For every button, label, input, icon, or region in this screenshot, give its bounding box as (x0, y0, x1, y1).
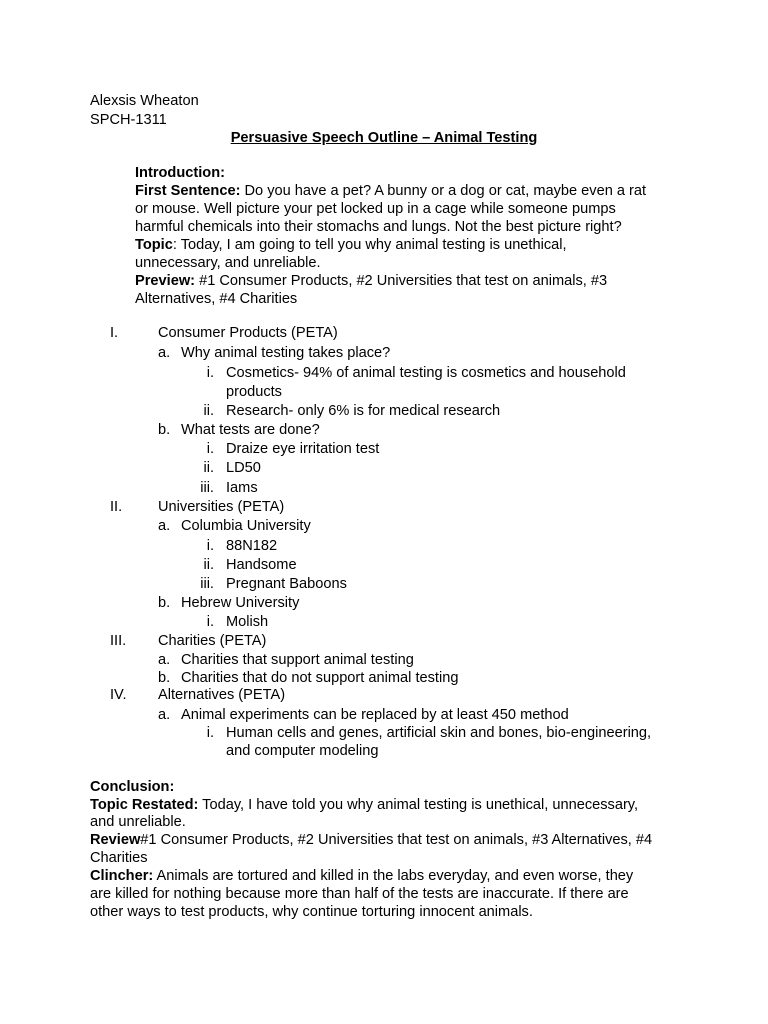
outline-item-human-cells-line-1: Human cells and genes, artificial skin and bones, bio-engineering, (226, 725, 652, 741)
outline-item-research: Research- only 6% is for medical research (226, 403, 501, 419)
outline-letter: a. (158, 518, 171, 534)
outline-numeral-II: II. (110, 499, 123, 515)
topic-restated-line-1: Topic Restated: Today, I have told you why animal testing is unethical, unnecessary, (90, 797, 639, 813)
outline-letter: a. (158, 707, 171, 723)
review-line-1: Review#1 Consumer Products, #2 Universities that test on animals, #3 Alternatives, #4 (90, 832, 653, 848)
outline-item-pregnant-baboons: Pregnant Baboons (226, 576, 347, 592)
outline-item-replaced: Animal experiments can be replaced by at least 450 method (181, 707, 569, 723)
outline-item-support-testing: Charities that support animal testing (181, 652, 414, 668)
first-sentence-line-2: or mouse. Well picture your pet locked up in a cage while someone pumps (135, 201, 616, 217)
outline-item-human-cells-line-2: and computer modeling (226, 743, 379, 759)
outline-letter: b. (158, 422, 171, 438)
topic-line-2: unnecessary, and unreliable. (135, 255, 321, 271)
outline-item-cosmetics-line-1: Cosmetics- 94% of animal testing is cosmetics and household (226, 365, 626, 381)
introduction-heading: Introduction: (135, 165, 225, 181)
outline-roman-small: i. (206, 614, 214, 630)
outline-item-charities: Charities (PETA) (158, 633, 267, 649)
topic-label: Topic (135, 237, 173, 253)
outline-item-88n182: 88N182 (226, 538, 278, 554)
first-sentence-line-1: First Sentence: Do you have a pet? A bunny or a dog or cat, maybe even a rat (135, 183, 647, 199)
outline-roman-small: iii. (200, 480, 214, 496)
outline-item-iams: Iams (226, 480, 258, 496)
clincher-line-2: are killed for nothing because more than half of the tests are inaccurate. If there are (90, 886, 629, 902)
preview-label: Preview: (135, 273, 196, 289)
first-sentence-label: First Sentence: (135, 183, 241, 199)
outline-roman-small: i. (206, 725, 214, 741)
preview-line-2: Alternatives, #4 Charities (135, 291, 298, 307)
outline-letter: a. (158, 345, 171, 361)
clincher-label: Clincher: (90, 868, 154, 884)
conclusion-heading: Conclusion: (90, 779, 175, 795)
outline-numeral-IV: IV. (110, 687, 127, 703)
outline-item-cosmetics-line-2: products (226, 384, 282, 400)
outline-roman-small: iii. (200, 576, 214, 592)
outline-item-draize: Draize eye irritation test (226, 441, 380, 457)
outline-roman-small: ii. (203, 403, 214, 419)
review-label: Review (90, 832, 141, 848)
clincher-line-3: other ways to test products, why continue torturing innocent animals. (90, 904, 533, 920)
document-title: Persuasive Speech Outline – Animal Testing (230, 130, 538, 146)
topic-line-1: Topic: Today, I am going to tell you why animal testing is unethical, (135, 237, 567, 253)
outline-item-why-testing: Why animal testing takes place? (181, 345, 391, 361)
preview-line-1: Preview: #1 Consumer Products, #2 Universities that test on animals, #3 (135, 273, 608, 289)
outline-item-universities: Universities (PETA) (158, 499, 285, 515)
outline-roman-small: i. (206, 365, 214, 381)
outline-item-consumer-products: Consumer Products (PETA) (158, 325, 338, 341)
outline-numeral-III: III. (110, 633, 127, 649)
review-line-2: Charities (90, 850, 148, 866)
outline-numeral-I: I. (110, 325, 119, 341)
outline-roman-small: i. (206, 538, 214, 554)
outline-item-ld50: LD50 (226, 460, 261, 476)
outline-item-columbia: Columbia University (181, 518, 311, 534)
outline-roman-small: ii. (203, 557, 214, 573)
outline-roman-small: i. (206, 441, 214, 457)
outline-item-handsome: Handsome (226, 557, 297, 573)
outline-letter: a. (158, 652, 171, 668)
topic-restated-label: Topic Restated: (90, 797, 199, 813)
outline-item-molish: Molish (226, 614, 269, 630)
outline-item-not-support-testing: Charities that do not support animal testing (181, 670, 459, 686)
outline-item-hebrew: Hebrew University (181, 595, 300, 611)
outline-roman-small: ii. (203, 460, 214, 476)
outline-item-alternatives: Alternatives (PETA) (158, 687, 286, 703)
outline-item-what-tests: What tests are done? (181, 422, 320, 438)
course-code: SPCH-1311 (90, 112, 167, 128)
outline-letter: b. (158, 595, 171, 611)
author-name: Alexsis Wheaton (90, 93, 199, 109)
first-sentence-line-3: harmful chemicals into their stomachs and lungs. Not the best picture right? (135, 219, 622, 235)
outline-letter: b. (158, 670, 171, 686)
clincher-line-1: Clincher: Animals are tortured and killed in the labs everyday, and even worse, they (90, 868, 634, 884)
topic-restated-line-2: and unreliable. (90, 814, 186, 830)
